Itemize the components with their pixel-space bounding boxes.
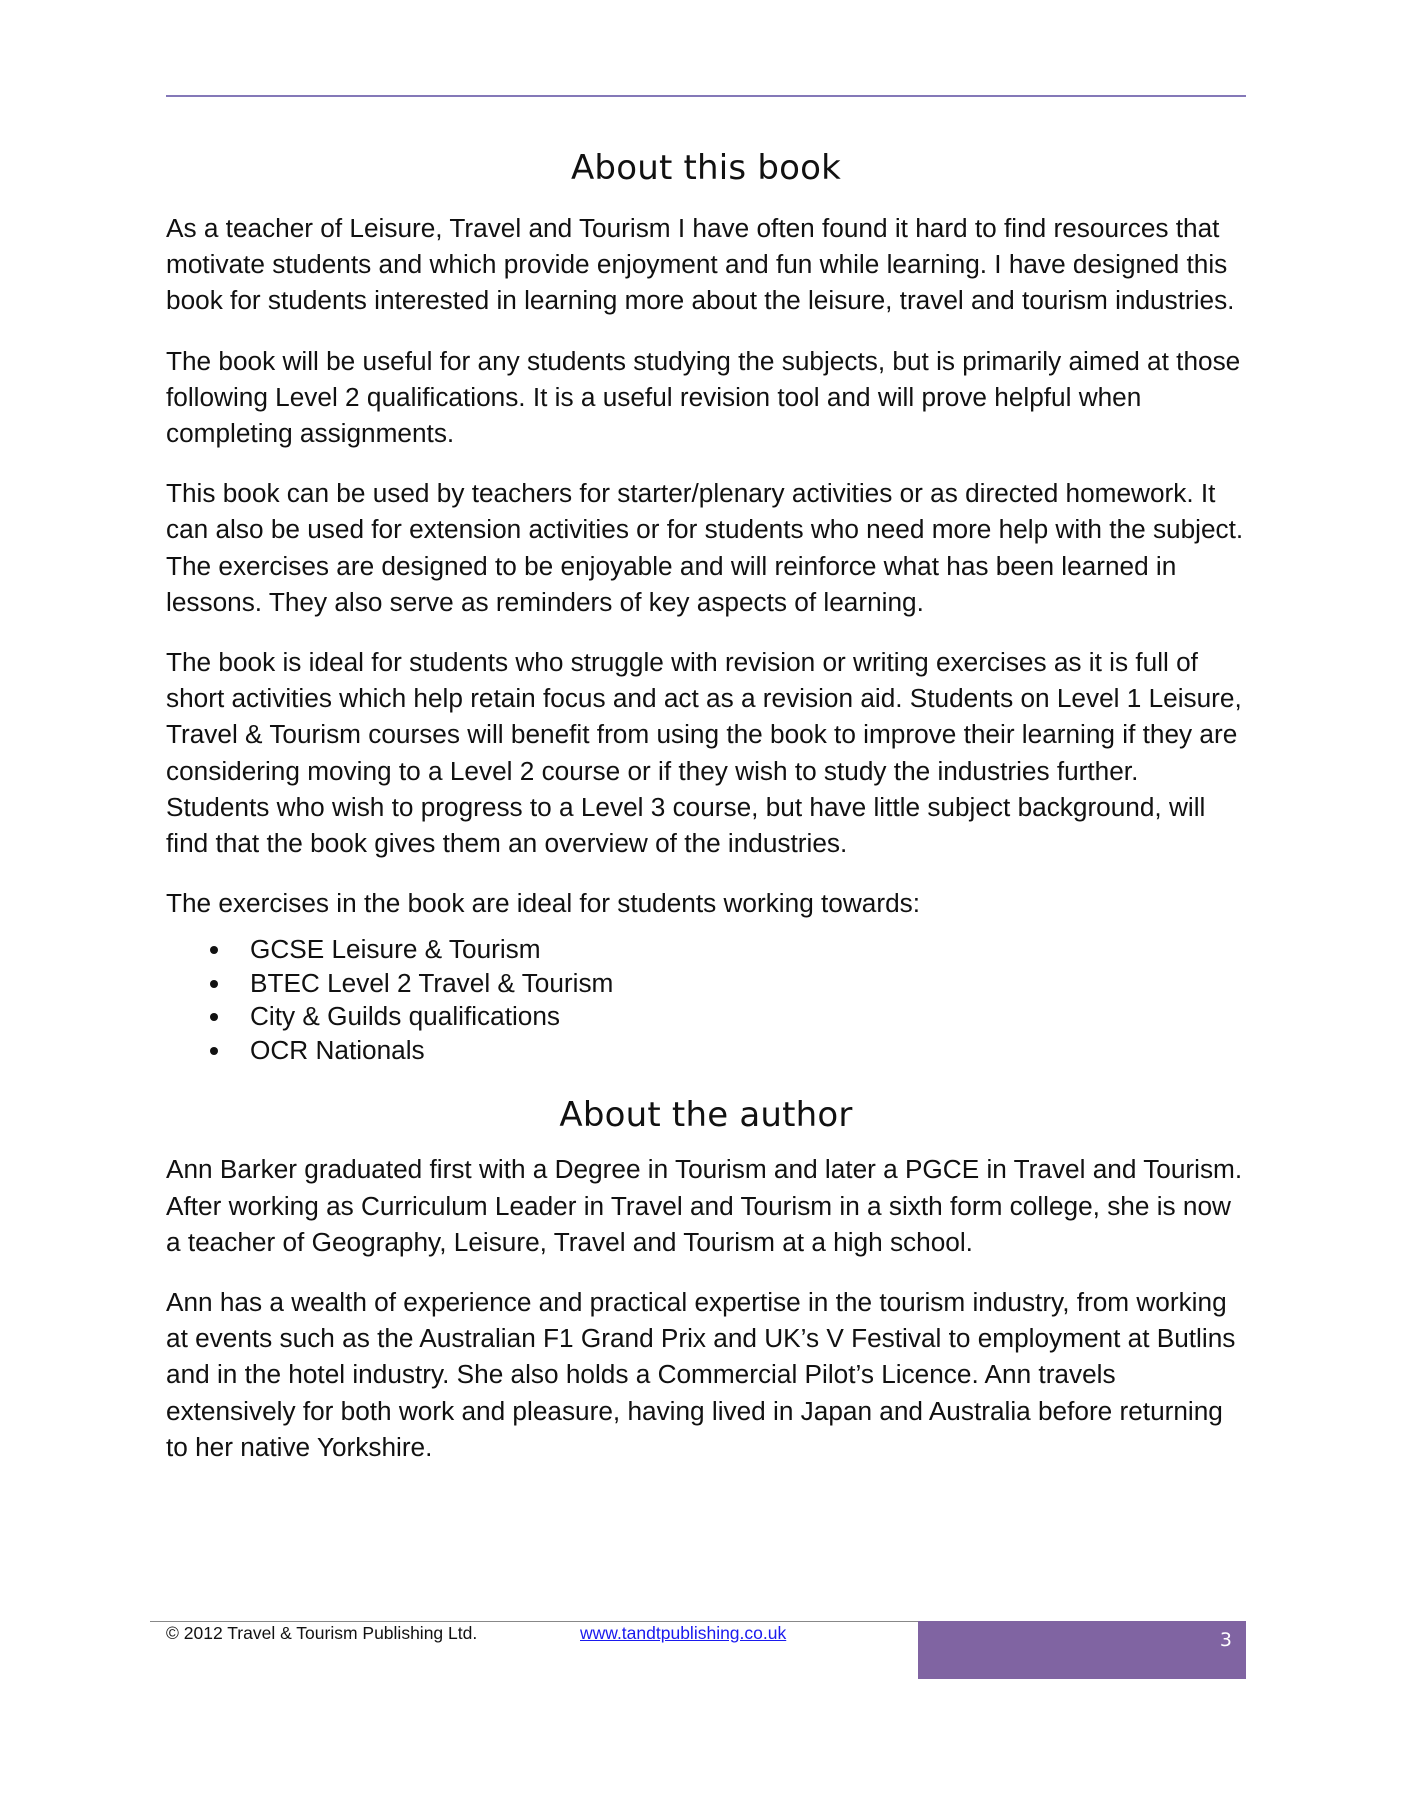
list-item: [206, 1034, 1246, 1068]
book-paragraph-1: As a teacher of Leisure, Travel and Tourism I have often found it hard to find resources that motivate students and which provide enjoyment and fun while learning. I have designed this book for students interested in learning more about the leisure, travel and tourism industries.: [166, 213, 1235, 316]
list-item: [206, 967, 1246, 1001]
page-content: [166, 140, 1246, 1489]
book-paragraph-2: The book will be useful for any students studying the subjects, but is primarily aimed at those following Level 2 qualifications. It is a useful revision tool and will prove helpful when completing assignments.: [166, 345, 1241, 449]
list-item-text: GCSE Leisure & Tourism: [250, 934, 541, 965]
author-paragraph-2: Ann has a wealth of experience and practical expertise in the tourism industry, from working at events such as the Australian F1 Grand Prix and UK’s V Festival to employment at Butlins and in the hotel industry. She also holds a Commercial Pilot’s Licence. Ann travels extensively for both work and pleasure, having lived in Japan and Australia before returning to her native Yorkshire.: [166, 1287, 1236, 1462]
bullet-icon: [210, 980, 218, 988]
list-item-text: City & Guilds qualifications: [250, 1001, 561, 1032]
page-number-box: [918, 1621, 1246, 1679]
bullet-icon: [210, 946, 218, 954]
list-item: [206, 933, 1246, 967]
book-paragraph-3: This book can be used by teachers for starter/plenary activities or as directed homework. It can also be used for extension activities or for students who need more help with the subject. The exercises are designed to be enjoyable and will reinforce what has been learned in lessons. They also serve as reminders of key aspects of learning.: [166, 478, 1244, 617]
header-rule: [166, 95, 1246, 97]
list-item: [206, 1000, 1246, 1034]
about-book-heading: About this book: [570, 148, 842, 188]
footer-website-link[interactable]: www.tandtpublishing.co.uk: [580, 1623, 787, 1643]
about-author-heading: About the author: [559, 1095, 853, 1136]
qualification-list: [166, 933, 1246, 1067]
bullet-icon: [210, 1047, 218, 1055]
author-paragraph-1: Ann Barker graduated first with a Degree in Tourism and later a PGCE in Travel and Tourism. After working as Curriculum Leader in Travel and Tourism in a sixth form college, she is now a teacher of Geography, Leisure, Travel and Tourism at a high school.: [166, 1154, 1243, 1257]
footer-copyright: © 2012 Travel & Tourism Publishing Ltd.: [166, 1623, 478, 1643]
footer-rule: [150, 1621, 918, 1622]
book-paragraph-4: The book is ideal for students who struggle with revision or writing exercises as it is full of short activities which help retain focus and act as a revision aid. Students on Level 1 Leisure, Travel & Tourism courses will benefit from using the book to improve their learning if they are considering moving to a Level 2 course or if they wish to study the industries further. Students who wish to progress to a Level 3 course, but have little subject background, will find that the book gives them an overview of the industries.: [166, 647, 1242, 859]
bullet-icon: [210, 1013, 218, 1021]
page-number: 3: [1219, 1629, 1232, 1651]
list-item-text: OCR Nationals: [250, 1034, 425, 1065]
list-item-text: BTEC Level 2 Travel & Tourism: [250, 967, 614, 998]
book-paragraph-5: The exercises in the book are ideal for students working towards:: [166, 888, 921, 919]
